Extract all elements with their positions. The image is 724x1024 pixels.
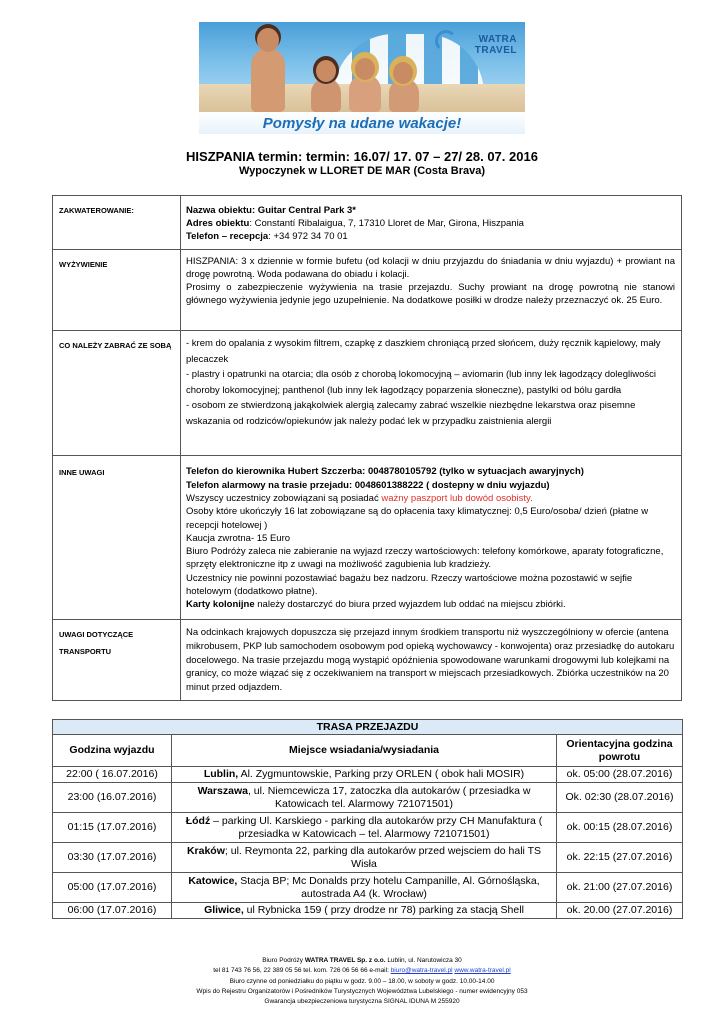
pickup-city: Kraków [186, 844, 225, 857]
pickup-details: ul Rybnicka 159 ( przy drodze nr 78) parking za stacją Shell [243, 904, 524, 916]
meals-text-2: Prosimy o zabezpieczenie wyżywienia na trasie przejazdu. Suchy prowiant na drogę powrotną nie stanowi głównego wyżywienia jedynie jego uzupełnienie. Na dodatkowe posiłki w drodze należy przeznaczyć ok. 25 Euro. [186, 281, 675, 306]
hotel-address-value: : Constantí Ribalaigua, 7, 17310 Lloret de Mar, Girona, Hiszpania [249, 217, 524, 229]
logo-text-line1: WATRA [478, 34, 517, 45]
footer-registry: Wpis do Rejestru Organizatorów i Pośredników Turystycznych Województwa Lubelskiego - numer ewidencyjny 053 [196, 987, 528, 995]
departure-time: 01:15 (17.07.2016) [53, 813, 172, 843]
footer-phones: tel 81 743 76 56, 22 389 05 56 tel. kom. 726 06 56 66 e-mail: [213, 967, 391, 975]
pickup-details: , ul. Niemcewicza 17, zatoczka dla autokarów ( przesiadka w Katowicach tel. Alarmowy 721071501) [247, 784, 531, 810]
route-caption: TRASA PRZEJAZDU [53, 720, 683, 735]
pickup-city: Katowice, [188, 874, 238, 887]
return-time: ok. 00:15 (28.07.2016) [557, 813, 683, 843]
page-title: HISZPANIA termin: termin: 16.07/ 17. 07 – 27/ 28. 07. 2016 [186, 149, 538, 164]
pickup-city: Warszawa [197, 784, 248, 797]
value-other-notes [181, 456, 682, 620]
route-caption-row [53, 720, 683, 735]
hotel-phone-label: Telefon – recepcja [186, 230, 269, 242]
hotel-name-value: : Guitar Central Park 3* [252, 205, 357, 216]
return-time: ok. 05:00 (28.07.2016) [557, 767, 683, 783]
person-figure [251, 48, 285, 112]
cards-note-bold: Karty kolonijne [186, 599, 255, 611]
route-row [53, 767, 683, 783]
banner-slogan: Pomysły na udane wakacje! [262, 115, 462, 132]
person-figure [393, 62, 413, 84]
route-row [53, 783, 683, 813]
route-row [53, 843, 683, 873]
hotel-name-label: Nazwa obiektu [186, 205, 252, 216]
packing-item-3: - osobom ze stwierdzoną jakąkolwiek alergią zalecamy zabrać wszelkie niezbędne lekarstwa oraz pisemne wskazania od rodziców/opiekunów jak należy podać lek w przypadku zaistnienia alergii [186, 400, 636, 427]
value-packing [181, 331, 682, 456]
pickup-place [172, 903, 557, 919]
departure-time: 03:30 (17.07.2016) [53, 843, 172, 873]
row-meals [53, 250, 682, 331]
climate-tax-note: Osoby które ukończyły 16 lat zobowiązane są do opłacenia taxy klimatycznej: 0,5 Euro/osoba/ dzień (płatne w recepcji hotelowej ) [186, 506, 649, 531]
departure-time: 23:00 (16.07.2016) [53, 783, 172, 813]
pickup-place [172, 783, 557, 813]
footer-hours: Biuro czynne od poniedziałku do piątku w godz. 9.00 – 18.00, w soboty w godz. 10.00-14.00 [229, 977, 495, 985]
footer-website-link[interactable]: www.watra-travel.pl [454, 967, 511, 975]
col-header-place: Miejsce wsiadania/wysiadania [172, 735, 557, 767]
return-time: ok. 22:15 (27.07.2016) [557, 843, 683, 873]
col-header-departure: Godzina wyjazdu [53, 735, 172, 767]
label-meals: WYŻYWIENIE [53, 250, 181, 331]
pickup-place [172, 813, 557, 843]
packing-item-1: - krem do opalania z wysokim filtrem, czapkę z daszkiem chroniącą przed słońcem, duży ręcznik kąpielowy, mały plecaczek [186, 338, 661, 365]
footer-contact [0, 966, 724, 976]
pickup-details: Stacja BP; Mc Donalds przy hotelu Campanille, Al. Górnośląska, autostrada A4 (k. Wrocław) [237, 874, 540, 900]
meals-text-1: HISZPANIA: 3 x dziennie w formie bufetu (od kolacji w dniu przyjazdu do śniadania w dniu wyjazdu) + prowiant na drogę powrotną. Woda podawana do obiadu i kolacji. [186, 256, 675, 281]
route-table [52, 719, 683, 919]
row-accommodation [53, 196, 682, 250]
deposit-note: Kaucja zwrotna- 15 Euro [186, 532, 291, 544]
departure-time: 22:00 ( 16.07.2016) [53, 767, 172, 783]
footer-company-prefix: Biuro Podróży [262, 957, 305, 964]
pickup-details: ; ul. Reymonta 22, parking dla autokarów przed wejsciem do hali TS Wisła [224, 844, 542, 870]
person-figure [355, 58, 375, 80]
page-footer [0, 956, 724, 1007]
person-figure [257, 28, 279, 52]
route-row [53, 873, 683, 903]
label-other-notes: INNE UWAGI [53, 456, 181, 620]
value-meals [181, 250, 682, 331]
footer-company [0, 956, 724, 966]
pickup-city: Gliwice, [204, 904, 244, 916]
pickup-details: Al. Zygmuntowskie, Parking przy ORLEN ( obok hali MOSIR) [238, 768, 525, 780]
pickup-details: – parking Ul. Karskiego - parking dla autokarów przy CH Manufaktura ( przesiadka w Katowicach – tel. Alarmowy 721071501) [210, 814, 543, 840]
passport-note-highlight: ważny paszport lub dowód osobisty. [381, 492, 533, 504]
footer-company-address: Lublin, ul. Narutowicza 30 [385, 957, 462, 964]
route-row [53, 813, 683, 843]
cards-note-text: należy dostarczyć do biura przed wyjazdem lub oddać na miejscu zbiórki. [254, 599, 566, 611]
footer-email-link[interactable]: biuro@watra-travel.pl [390, 967, 453, 975]
route-header-row [53, 735, 683, 767]
header-banner [199, 22, 525, 134]
route-row [53, 903, 683, 919]
pickup-city: Lublin, [203, 768, 239, 780]
return-time: ok. 20.00 (27.07.2016) [557, 903, 683, 919]
watra-travel-logo [421, 28, 517, 64]
return-time: ok. 21:00 (27.07.2016) [557, 873, 683, 903]
logo-swoosh-icon [435, 30, 457, 52]
pickup-place [172, 767, 557, 783]
value-accommodation [181, 196, 682, 250]
page-subtitle: Wypoczynek w LLORET DE MAR (Costa Brava) [238, 165, 486, 177]
col-header-return: Orientacyjna godzina powrotu [557, 735, 683, 767]
footer-company-name: WATRA TRAVEL Sp. z o.o. [304, 957, 386, 964]
label-packing: CO NALEŻY ZABRAĆ ZE SOBĄ [53, 331, 181, 456]
info-table [52, 195, 682, 701]
label-transport [53, 620, 181, 701]
label-transport-line2: TRANSPORTU [59, 647, 112, 657]
hotel-address-label: Adres obiektu [186, 217, 250, 229]
cards-note [186, 598, 675, 611]
logo-text-line2: TRAVEL [474, 45, 517, 56]
passport-note [186, 492, 675, 505]
alarm-phone: Telefon alarmowy na trasie przejadu: 0048601388222 ( dostepny w dniu wyjazdu) [186, 479, 550, 491]
departure-time: 06:00 (17.07.2016) [53, 903, 172, 919]
passport-note-text: Wszyscy uczestnicy zobowiązani są posiadać [186, 492, 382, 504]
label-accommodation: ZAKWATEROWANIE: [53, 196, 181, 250]
pickup-city: Łódź [185, 814, 211, 827]
row-packing [53, 331, 682, 456]
departure-time: 05:00 (17.07.2016) [53, 873, 172, 903]
value-transport: Na odcinkach krajowych dopuszcza się przejazd innym środkiem transportu niż wyszczególniony w ofercie (antena mikrobusem, PKP lub samochodem osobowym pod opieką wychowawcy - konwojenta) oraz przesiadkę do autokaru docelowego. Na trasie przejazdu mogą wystąpić opóźnienia spowodowane warunkami drogowymi lub kolejkami na granicy, co może wiązać się z oczekiwaniem na transport w miejscach przesiadkowych. Zbiórka uczestników na 20 minut przed odjazdem. [181, 620, 682, 701]
person-figure [316, 60, 336, 82]
packing-item-2: - plastry i opatrunki na otarcia; dla osób z chorobą lokomocyjną – aviomarin (lub inny lek łagodzący dolegliwości choroby lokomocyjnej; panthenol (lub inny lek łagodzący poparzenia słoneczne), pastylki od bólu gardła [186, 369, 656, 396]
return-time: Ok. 02:30 (28.07.2016) [557, 783, 683, 813]
leader-phone: Telefon do kierownika Hubert Szczerba: 0048780105792 (tylko w sytuacjach awaryjnych) [186, 466, 584, 478]
pickup-place [172, 873, 557, 903]
label-transport-line1: UWAGI DOTYCZĄCE [59, 630, 134, 640]
row-other-notes [53, 456, 682, 620]
pickup-place [172, 843, 557, 873]
luggage-note: Uczestnicy nie powinni pozostawiać bagażu bez nadzoru. Rzeczy wartościowe można pozostawić w sejfie hotelowym (dodatkowo płatne). [186, 572, 633, 598]
valuables-note: Biuro Podróży zaleca nie zabieranie na wyjazd rzeczy wartościowych: telefony komórkowe, aparaty fotograficzne, sprzęty elektroniczne itp z uwagi na możliwość zagubienia lub kradzieży. [186, 546, 664, 571]
row-transport [53, 620, 682, 701]
footer-insurance: Gwarancja ubezpieczeniowa turystyczna SIGNAL IDUNA M 255920 [264, 998, 460, 1006]
hotel-phone-value: : +34 972 34 70 01 [268, 230, 348, 242]
